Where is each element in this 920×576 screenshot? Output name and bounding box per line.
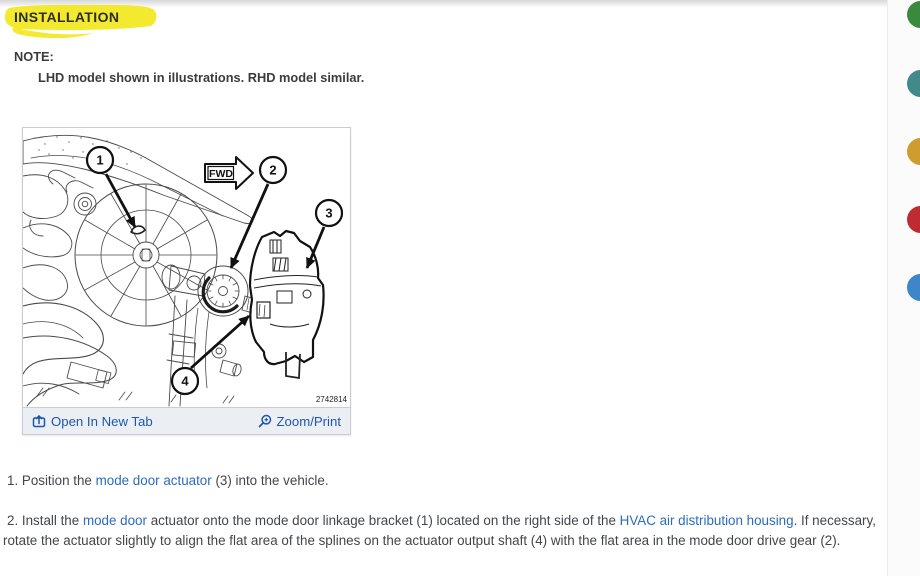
mode-door-actuator-diagram (23, 128, 350, 407)
open-in-new-tab-icon (32, 414, 46, 428)
mode-door-link[interactable]: mode door (82, 513, 147, 528)
svg-text:1: 1 (96, 152, 104, 168)
step-1 (3, 471, 898, 491)
figure-number: 2742814 (315, 395, 347, 404)
installation-steps (3, 471, 898, 551)
callout-2 (260, 157, 286, 183)
step-2-text-a: 2. Install the (7, 513, 83, 528)
zoom-print-label: Zoom/Print (276, 413, 341, 429)
side-button-red[interactable] (907, 206, 920, 233)
fwd-label: FWD (209, 167, 233, 180)
svg-text:3: 3 (325, 205, 333, 221)
svg-text:2: 2 (269, 162, 277, 178)
note-text: LHD model shown in illustrations. RHD model similar. (38, 70, 365, 85)
page-title: INSTALLATION (14, 9, 120, 25)
fwd-direction-arrow (205, 157, 253, 189)
step-1-text-a: 1. Position the (7, 473, 96, 488)
callout-3 (316, 200, 342, 226)
side-button-gold[interactable] (907, 138, 920, 165)
zoom-print-link[interactable] (257, 414, 342, 429)
mode-door-actuator-link[interactable]: mode door actuator (95, 473, 212, 488)
page-heading-area (0, 0, 220, 44)
open-in-new-tab-link[interactable] (32, 414, 153, 429)
callout-4 (172, 368, 198, 394)
step-2-text-c: . If necessary, rotate the actuator slightly to align the flat area of the splines on the actuator output shaft (4) with the flat area in the mode door drive gear (2). (3, 513, 876, 548)
callout-1 (87, 147, 113, 173)
step-2 (3, 511, 898, 551)
side-button-green[interactable] (907, 1, 920, 28)
svg-text:4: 4 (181, 373, 189, 389)
figure-toolbar (23, 407, 350, 434)
open-in-new-tab-label: Open In New Tab (51, 413, 153, 429)
note-label: NOTE: (14, 49, 54, 64)
figure-widget (22, 127, 351, 435)
hvac-air-distribution-housing-link[interactable]: HVAC air distribution housing (619, 513, 794, 528)
side-button-blue[interactable] (907, 274, 920, 301)
magnifier-plus-icon (257, 414, 272, 429)
step-2-text-b: actuator onto the mode door linkage bracket (1) located on the right side of the (146, 513, 620, 528)
side-button-teal[interactable] (907, 70, 920, 97)
right-side-panel (887, 0, 920, 576)
step-1-text-b: (3) into the vehicle. (211, 473, 329, 488)
